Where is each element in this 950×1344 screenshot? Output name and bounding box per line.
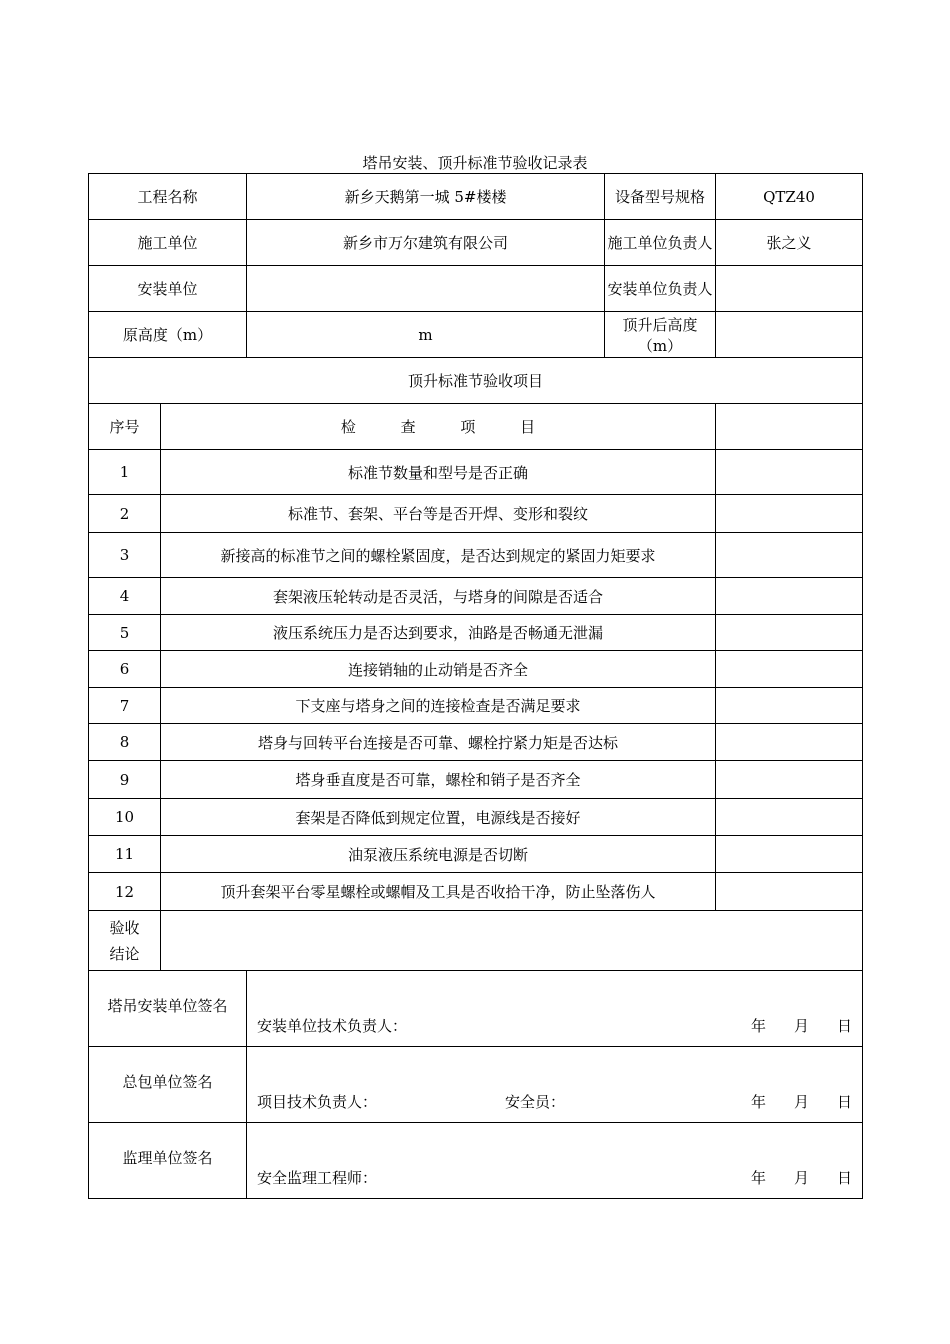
signature-day: 日	[837, 1169, 853, 1187]
signature-day: 日	[837, 1017, 853, 1035]
install-manager-value	[716, 266, 863, 312]
item-result	[716, 761, 863, 799]
signature-date	[751, 1167, 852, 1188]
table-row	[89, 450, 863, 495]
item-text: 液压系统压力是否达到要求，油路是否畅通无泄漏	[161, 615, 716, 651]
item-number: 9	[89, 761, 161, 799]
info-row-install	[89, 266, 863, 312]
item-result	[716, 495, 863, 533]
item-text: 塔身垂直度是否可靠，螺栓和销子是否齐全	[161, 761, 716, 799]
header-result	[716, 404, 863, 450]
signature-unit: 监理单位签名	[89, 1123, 247, 1199]
signature-unit: 总包单位签名	[89, 1047, 247, 1123]
signature-area	[247, 1047, 863, 1123]
item-number: 7	[89, 688, 161, 724]
header-seq: 序号	[89, 404, 161, 450]
item-text: 套架是否降低到规定位置，电源线是否接好	[161, 799, 716, 836]
item-result	[716, 450, 863, 495]
item-number: 5	[89, 615, 161, 651]
item-text: 顶升套架平台零星螺栓或螺帽及工具是否收拾干净，防止坠落伤人	[161, 873, 716, 911]
item-text: 塔身与回转平台连接是否可靠、螺栓拧紧力矩是否达标	[161, 724, 716, 761]
item-result	[716, 836, 863, 873]
item-result	[716, 651, 863, 688]
item-result	[716, 615, 863, 651]
info-row-height	[89, 312, 863, 358]
project-name-label: 工程名称	[89, 174, 247, 220]
table-row	[89, 761, 863, 799]
item-result	[716, 688, 863, 724]
item-number: 10	[89, 799, 161, 836]
item-number: 2	[89, 495, 161, 533]
signature-left-label: 安装单位技术负责人：	[257, 1017, 408, 1035]
table-row	[89, 836, 863, 873]
section-title: 顶升标准节验收项目	[89, 358, 863, 404]
construction-unit-value: 新乡市万尔建筑有限公司	[247, 220, 605, 266]
equipment-model-value: QTZ40	[716, 174, 863, 220]
raised-height-label: 顶升后高度（m）	[605, 312, 716, 358]
items-header-row	[89, 404, 863, 450]
construction-manager-label: 施工单位负责人	[605, 220, 716, 266]
items-body	[89, 450, 863, 911]
signature-row	[89, 1047, 863, 1123]
original-height-label: 原高度（m）	[89, 312, 247, 358]
equipment-model-label: 设备型号规格	[605, 174, 716, 220]
original-height-value: m	[247, 312, 605, 358]
conclusion-row	[89, 911, 863, 971]
info-row-construction	[89, 220, 863, 266]
signature-year: 年	[750, 1017, 766, 1035]
table-row	[89, 495, 863, 533]
item-number: 8	[89, 724, 161, 761]
item-number: 1	[89, 450, 161, 495]
signature-area	[247, 971, 863, 1047]
signature-year: 年	[750, 1093, 766, 1111]
conclusion-label-line1: 验收	[109, 918, 140, 937]
item-result	[716, 533, 863, 578]
info-row-project	[89, 174, 863, 220]
signature-unit: 塔吊安装单位签名	[89, 971, 247, 1047]
item-text: 下支座与塔身之间的连接检查是否满足要求	[161, 688, 716, 724]
install-unit-value	[247, 266, 605, 312]
table-row	[89, 615, 863, 651]
signature-year: 年	[750, 1169, 766, 1187]
project-name-value: 新乡天鹅第一城 5#楼楼	[247, 174, 605, 220]
conclusion-label-line2: 结论	[109, 944, 140, 963]
item-number: 12	[89, 873, 161, 911]
item-result	[716, 873, 863, 911]
construction-manager-value: 张之义	[716, 220, 863, 266]
install-manager-label: 安装单位负责人	[605, 266, 716, 312]
signature-row	[89, 1123, 863, 1199]
item-result	[716, 724, 863, 761]
signature-row	[89, 971, 863, 1047]
item-text: 标准节数量和型号是否正确	[161, 450, 716, 495]
item-number: 11	[89, 836, 161, 873]
conclusion-label	[89, 911, 161, 971]
acceptance-table	[88, 173, 863, 1199]
form-title: 塔吊安装、顶升标准节验收记录表	[362, 154, 588, 172]
raised-height-value	[716, 312, 863, 358]
table-row	[89, 651, 863, 688]
signature-date	[751, 1091, 852, 1112]
signature-middle-label: 安全员：	[505, 1093, 566, 1111]
item-text: 连接销轴的止动销是否齐全	[161, 651, 716, 688]
item-number: 4	[89, 578, 161, 615]
signature-area	[247, 1123, 863, 1199]
install-unit-label: 安装单位	[89, 266, 247, 312]
signature-left-label: 安全监理工程师：	[257, 1169, 378, 1187]
signature-day: 日	[837, 1093, 853, 1111]
item-text: 油泵液压系统电源是否切断	[161, 836, 716, 873]
item-text: 标准节、套架、平台等是否开焊、变形和裂纹	[161, 495, 716, 533]
item-number: 6	[89, 651, 161, 688]
signature-month: 月	[794, 1169, 810, 1187]
table-row	[89, 724, 863, 761]
signature-body	[89, 971, 863, 1199]
construction-unit-label: 施工单位	[89, 220, 247, 266]
item-text: 新接高的标准节之间的螺栓紧固度，是否达到规定的紧固力矩要求	[161, 533, 716, 578]
signature-left-label: 项目技术负责人：	[257, 1093, 378, 1111]
signature-date	[751, 1015, 852, 1036]
signature-month: 月	[794, 1017, 810, 1035]
item-result	[716, 799, 863, 836]
table-row	[89, 688, 863, 724]
section-title-row	[89, 358, 863, 404]
table-row	[89, 799, 863, 836]
item-text: 套架液压轮转动是否灵活，与塔身的间隙是否适合	[161, 578, 716, 615]
item-number: 3	[89, 533, 161, 578]
table-row	[89, 578, 863, 615]
table-row	[89, 533, 863, 578]
conclusion-value	[161, 911, 863, 971]
table-row	[89, 873, 863, 911]
header-item: 检 查 项 目	[161, 404, 716, 450]
signature-month: 月	[794, 1093, 810, 1111]
item-result	[716, 578, 863, 615]
